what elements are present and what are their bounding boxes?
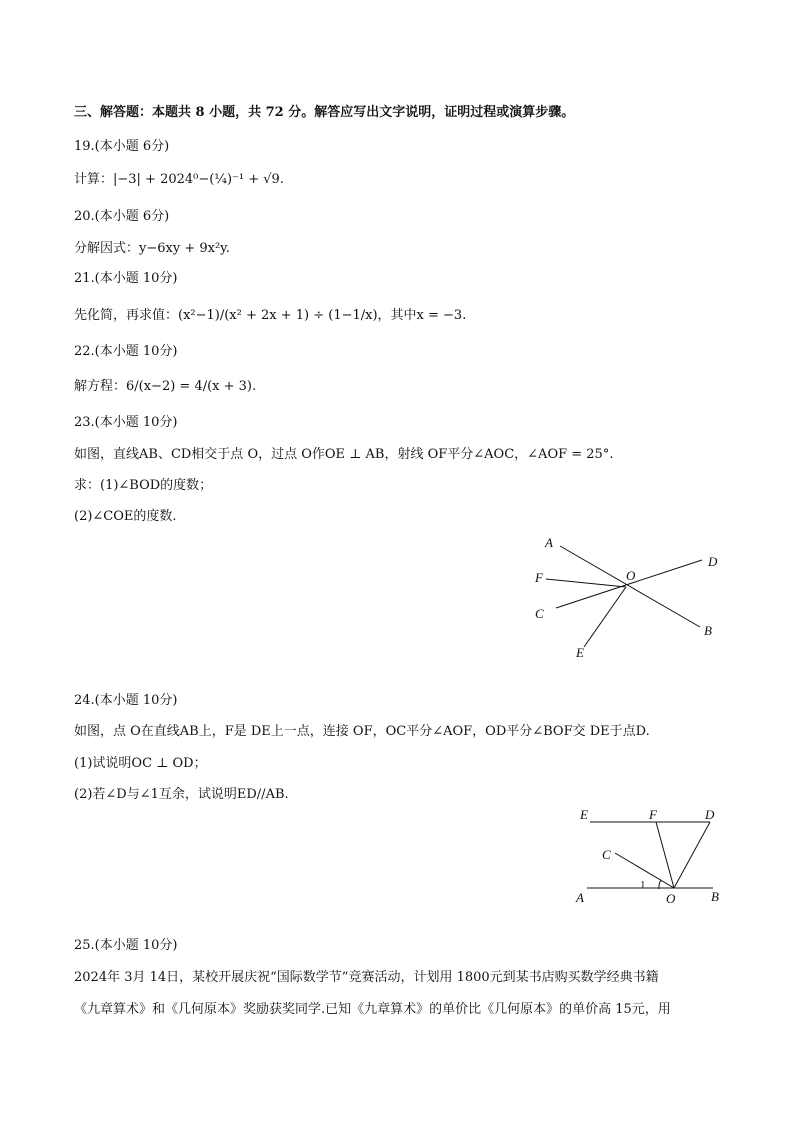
ray-of — [546, 579, 626, 587]
ray-of — [656, 822, 674, 888]
q22-text: 解方程：6/(x−2) = 4/(x + 3). — [74, 379, 257, 394]
q23-text: 如图，直线AB、CD相交于点 O，过点 O作OE ⊥ AB，射线 OF平分∠AOC，∠AOF = 25°. — [74, 447, 614, 462]
q20-heading: 20.(本小题 6分) — [74, 209, 170, 224]
label-b: B — [711, 889, 719, 904]
q23-heading: 23.(本小题 10分) — [74, 415, 178, 430]
q23-ask-1: 求：(1)∠BOD的度数； — [74, 478, 213, 493]
q24-heading: 24.(本小题 10分) — [74, 693, 178, 708]
label-c: C — [535, 606, 544, 621]
q24-ask-1: (1)试说明OC ⊥ OD； — [74, 756, 207, 771]
label-e: E — [580, 807, 588, 822]
q19-text: 计算：|−3| + 2024⁰−(¼)⁻¹ + √9. — [74, 172, 284, 187]
label-d: D — [705, 807, 715, 822]
section-title: 三、解答题：本题共 8 小题，共 72 分。解答应写出文字说明，证明过程或演算步骤。 — [74, 105, 575, 120]
q21-heading: 21.(本小题 10分) — [74, 271, 178, 286]
label-a: A — [576, 890, 584, 905]
q20-text: 分解因式：y−6xy + 9x²y. — [74, 241, 230, 256]
label-e: E — [576, 645, 584, 660]
line-ab — [560, 546, 700, 627]
label-f: F — [535, 570, 543, 585]
q23-ask-2: (2)∠COE的度数. — [74, 509, 177, 524]
q25-line-1: 2024年 3月 14日，某校开展庆祝“国际数学节”竞赛活动，计划用 1800元到某书店购买数学经典书籍 — [74, 970, 659, 985]
label-o: O — [666, 891, 676, 906]
q24-text: 如图，点 O在直线AB上，F是 DE上一点，连接 OF，OC平分∠AOF，OD平分∠BOF交 DE于点D. — [74, 724, 650, 739]
q24-figure — [570, 800, 730, 910]
q24-ask-2: (2)若∠D与∠1互余，试说明ED//AB. — [74, 787, 289, 802]
label-f: F — [649, 807, 657, 822]
label-d: D — [708, 554, 718, 569]
label-b: B — [704, 623, 712, 638]
q23-figure — [526, 530, 726, 662]
label-angle-1: 1 — [640, 879, 646, 891]
q21-text: 先化简，再求值：(x²−1)/(x² + 2x + 1) ÷ (1−1/x)，其中x = −3. — [74, 308, 467, 323]
ray-od — [674, 822, 710, 888]
label-a: A — [545, 535, 553, 550]
ray-oe — [584, 587, 626, 647]
label-o: O — [626, 568, 636, 583]
q25-line-2: 《九章算术》和《几何原本》奖励获奖同学.已知《九章算术》的单价比《几何原本》的单价高 15元，用 — [74, 1002, 671, 1017]
q25-heading: 25.(本小题 10分) — [74, 938, 178, 953]
label-c: C — [602, 847, 611, 862]
q19-heading: 19.(本小题 6分) — [74, 139, 170, 154]
q22-heading: 22.(本小题 10分) — [74, 344, 178, 359]
